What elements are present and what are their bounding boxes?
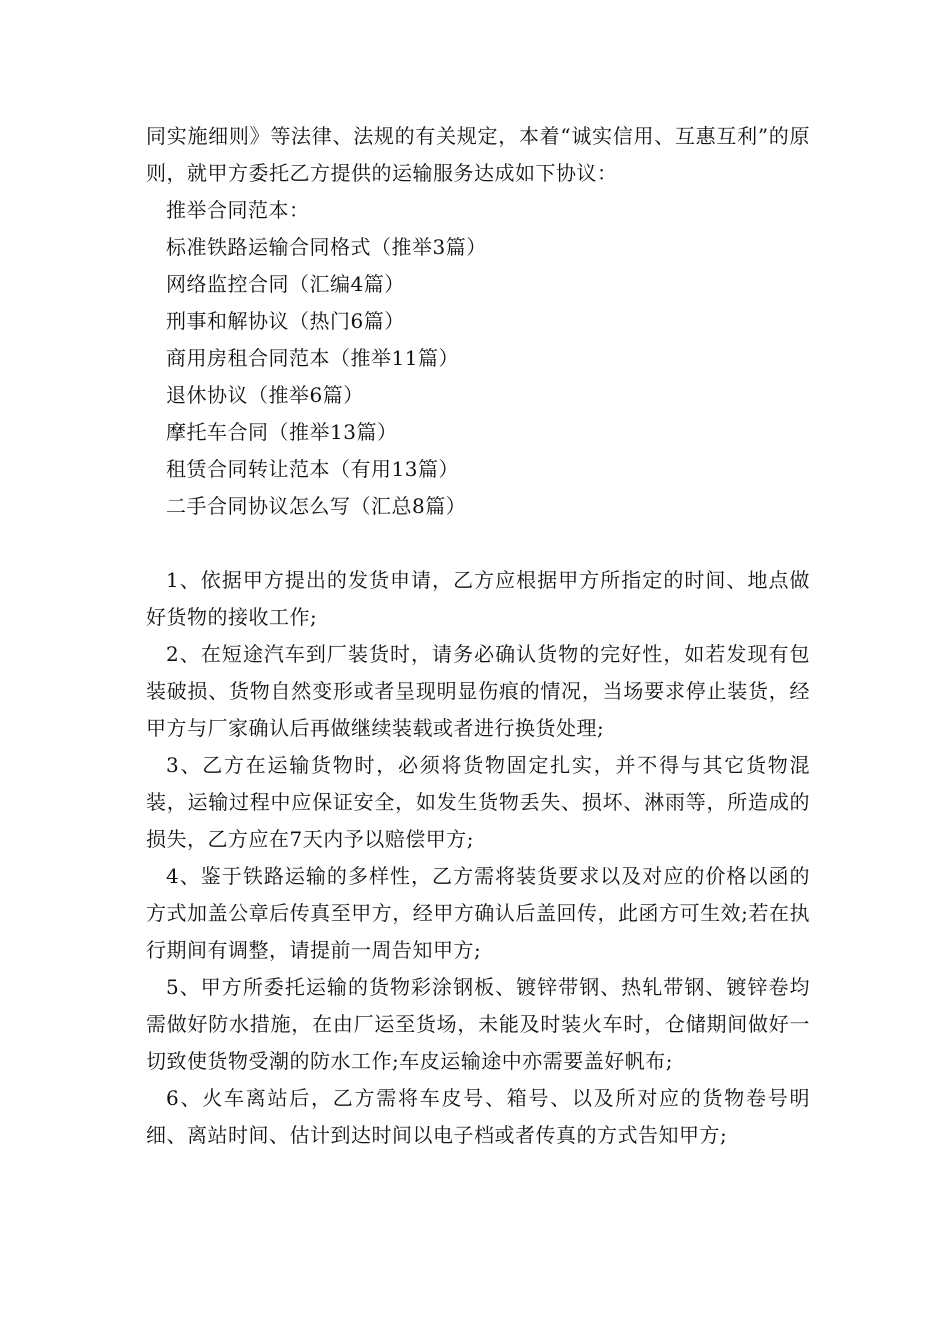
recommend-list — [146, 229, 810, 525]
recommend-item[interactable]: 标准铁路运输合同格式（推举3篇） — [166, 235, 487, 259]
recommend-item[interactable]: 网络监控合同（汇编4篇） — [166, 272, 405, 296]
clause-paragraph: 4、鉴于铁路运输的多样性，乙方需将装货要求以及对应的价格以函的方式加盖公章后传真至甲方，经甲方确认后盖回传，此函方可生效;若在执行期间有调整，请提前一周告知甲方; — [146, 864, 810, 962]
intro-paragraph: 同实施细则》等法律、法规的有关规定，本着“诚实信用、互惠互利”的原则，就甲方委托乙方提供的运输服务达成如下协议： — [146, 124, 810, 185]
recommend-item[interactable]: 商用房租合同范本（推举11篇） — [166, 346, 459, 370]
recommend-item[interactable]: 摩托车合同（推举13篇） — [166, 420, 398, 444]
clause-paragraph: 2、在短途汽车到厂装货时，请务必确认货物的完好性，如若发现有包装破损、货物自然变形或者呈现明显伤痕的情况，当场要求停止装货，经甲方与厂家确认后再做继续装载或者进行换货处理; — [146, 642, 810, 740]
recommend-item[interactable]: 刑事和解协议（热门6篇） — [166, 309, 405, 333]
spacer — [146, 525, 810, 562]
document-page — [146, 118, 810, 1154]
recommend-item[interactable]: 租赁合同转让范本（有用13篇） — [166, 457, 459, 481]
clause-paragraph: 3、乙方在运输货物时，必须将货物固定扎实，并不得与其它货物混装，运输过程中应保证安全，如发生货物丢失、损坏、淋雨等，所造成的损失，乙方应在7天内予以赔偿甲方; — [146, 753, 810, 851]
clause-paragraph: 1、依据甲方提出的发货申请，乙方应根据甲方所指定的时间、地点做好货物的接收工作; — [146, 568, 810, 629]
clause-paragraph: 6、火车离站后，乙方需将车皮号、箱号、以及所对应的货物卷号明细、离站时间、估计到达时间以电子档或者传真的方式告知甲方; — [146, 1086, 810, 1147]
clause-list — [146, 562, 810, 1154]
recommend-item[interactable]: 退休协议（推举6篇） — [166, 383, 364, 407]
recommend-item[interactable]: 二手合同协议怎么写（汇总8篇） — [166, 494, 467, 518]
recommend-heading: 推举合同范本： — [166, 198, 310, 222]
clause-paragraph: 5、甲方所委托运输的货物彩涂钢板、镀锌带钢、热轧带钢、镀锌卷均需做好防水措施，在由厂运至货场，未能及时装火车时，仓储期间做好一切致使货物受潮的防水工作;车皮运输途中亦需要盖好帆布; — [146, 975, 810, 1073]
